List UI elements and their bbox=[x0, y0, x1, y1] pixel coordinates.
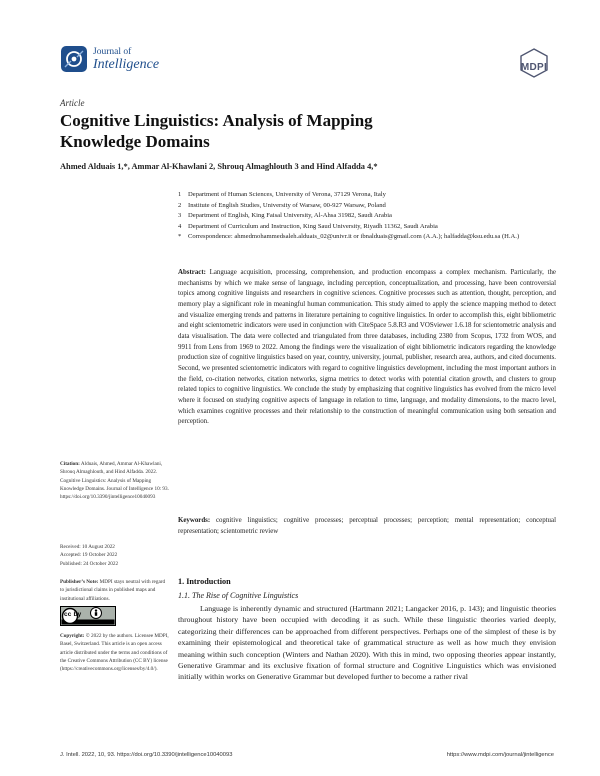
abstract-text: Language acquisition, processing, comprehension, and production encompass a complex mechanism. Particularly, the mechanisms by which we make sense of language, including perception, conceptualization, and processing, have been controversial topics among cognitive linguists and researchers in cognitive sciences. Cognitive processes such as attention, thought, perception, and memory play a significant role in meaningful human communication. This study aimed to apply the science mapping method to detect and visualize emerging trends and patterns in literature pertaining to cognitive linguistics. In order to accomplish this, eight bibliometric and eight scientometric indicators were used in conjunction with CiteSpace 5.8.R3 and VOSviewer 1.6.18 for scientometric analysis and data visualisation. The data were collected and triangulated from three databases, including 2380 from Scopus, 1732 from WOS, and 9911 from Lens from 1969 to 2022. Among the findings were the visualization of eight bibliometric indicators regarding the knowledge production size of cognitive linguistics based on year, country, university, journal, publisher, research area, authors, and cited documents. Second, we presented scientometric indicators with regard to cognitive linguistics development, including the most important authors in the field, co-citation networks, citation networks, sigma metrics to detect works with potential citation growth, and clusters to group related topics to cognitive linguistics. We conclude the study by emphasizing that cognitive linguistics has evolved from the micro level where it focused on studying cognitive aspects of language in relation to time, language, and modality dimensions, to the macro level, which examines cognitive processes and their relationship to the construction of meaningful communication using both sensation and perception. bbox=[178, 269, 557, 426]
mdpi-logo-text: MDPI bbox=[520, 62, 548, 73]
affiliation-item bbox=[178, 222, 568, 233]
publisher-note bbox=[60, 578, 170, 603]
citation-label: Citation: bbox=[60, 461, 80, 467]
copyright-block bbox=[60, 632, 170, 673]
publisher-note-label: Publisher’s Note: bbox=[60, 579, 99, 585]
accepted-date: Accepted: 19 October 2022 bbox=[60, 552, 118, 559]
abstract bbox=[178, 268, 556, 428]
body-paragraph-text: Language is inherently dynamic and structured (Hartmann 2021; Langacker 2016, p. 143); and linguistic theories throughout history have been occupied with decoding it as such. While these linguistic theories varied deeply, categorizing their differences can be approached from different perspectives. Perhaps one of the simplest of these is by examining their epistemological and theoretical take of grammatical structure as well as how much they envision meaning within such conception (Winters and Nathan 2020). With this in mind, two opposing theories appear instantly, Generative Grammar and its exclusive fixation of formal structure and Cognitive Linguistics which was envisioned initially within works on Generative Grammar but developed further to become a rather rival bbox=[178, 604, 556, 682]
publisher-note-text: MDPI stays neutral with regard to jurisdictional claims in published maps and institutional affiliations. bbox=[60, 579, 166, 602]
affiliation-list bbox=[178, 190, 568, 243]
correspondence[interactable] bbox=[178, 232, 568, 243]
affiliation-mark: * bbox=[178, 233, 182, 240]
section-heading: 1. Introduction bbox=[178, 577, 231, 586]
affiliation-item bbox=[178, 211, 568, 222]
journal-emblem-icon bbox=[60, 45, 88, 73]
citation-text[interactable]: Alduais, Ahmed, Ammar Al-Khawlani, Shrouq Almaghlouth, and Hind Alfadda. 2022. Cognitive Linguistics: Analysis of Mapping Knowledge Domains. Journal of Intelligence 10: 93. https://doi.org/10.3390/jintelligence10040093 bbox=[60, 461, 169, 501]
body-paragraph bbox=[178, 603, 556, 683]
subsection-heading: 1.1. The Rise of Cognitive Linguistics bbox=[178, 591, 299, 600]
footer-journal-link[interactable]: https://www.mdpi.com/journal/jintelligence bbox=[446, 752, 554, 758]
cc-badge-text: cc by bbox=[64, 611, 82, 618]
affiliation-mark: 2 bbox=[178, 201, 182, 209]
citation-block bbox=[60, 460, 170, 501]
affiliation-text: Department of Human Sciences, University of Verona, 37129 Verona, Italy bbox=[188, 191, 386, 198]
affiliation-text: Department of English, King Faisal University, Al-Ahsa 31982, Saudi Arabia bbox=[188, 212, 392, 219]
affiliation-item bbox=[178, 190, 568, 201]
received-date: Received: 10 August 2022 bbox=[60, 544, 115, 550]
affiliation-mark: 4 bbox=[178, 222, 182, 230]
affiliation-text: Department of Curriculum and Instruction, King Saud University, Riyadh 11362, Saudi Arabia bbox=[188, 222, 438, 230]
affiliation-text: Institute of English Studies, University of Warsaw, 00-927 Warsaw, Poland bbox=[188, 201, 386, 209]
copyright-text: © 2022 by the authors. Licensee MDPI, Basel, Switzerland. This article is an open access article distributed under the terms and conditions of the Creative Commons Attribution (CC BY) license (https://creativecommons.org/licenses/by/4.0/). bbox=[60, 633, 169, 673]
keywords-label: Keywords: bbox=[178, 517, 211, 524]
correspondence-text[interactable]: Correspondence: ahmedmohammedsaleh.alduais_02@univr.it or ibnalduais@gmail.com (A.A.); halfadda@ksu.edu.sa (H.A.) bbox=[188, 233, 520, 240]
article-type: Article bbox=[60, 98, 85, 108]
keywords-text: cognitive linguistics; cognitive processes; perceptual processes; perception; mental representation; conceptual representation; scientometric review bbox=[178, 517, 556, 535]
published-date: Published: 24 October 2022 bbox=[60, 560, 119, 567]
journal-name: Intelligence bbox=[93, 57, 160, 72]
cc-by-badge[interactable] bbox=[60, 606, 116, 626]
footer-citation[interactable]: J. Intell. 2022, 10, 93. https://doi.org/10.3390/jintelligence10040093 bbox=[60, 752, 233, 758]
affiliation-item bbox=[178, 201, 568, 212]
dates-block bbox=[60, 543, 170, 568]
keywords bbox=[178, 516, 556, 537]
journal-name-top: Journal of bbox=[93, 47, 132, 57]
author-list: Ahmed Alduais 1,*, Ammar Al-Khawlani 2, Shrouq Almaghlouth 3 and Hind Alfadda 4,* bbox=[60, 162, 378, 171]
affiliation-mark: 1 bbox=[178, 191, 182, 198]
abstract-label: Abstract: bbox=[178, 269, 206, 276]
journal-logo[interactable] bbox=[60, 45, 190, 81]
page-title: Cognitive Linguistics: Analysis of Mapping Knowledge Domains bbox=[60, 111, 373, 151]
copyright-label: Copyright: bbox=[60, 633, 85, 639]
affiliation-mark: 3 bbox=[178, 212, 182, 219]
mdpi-logo[interactable] bbox=[514, 48, 554, 78]
